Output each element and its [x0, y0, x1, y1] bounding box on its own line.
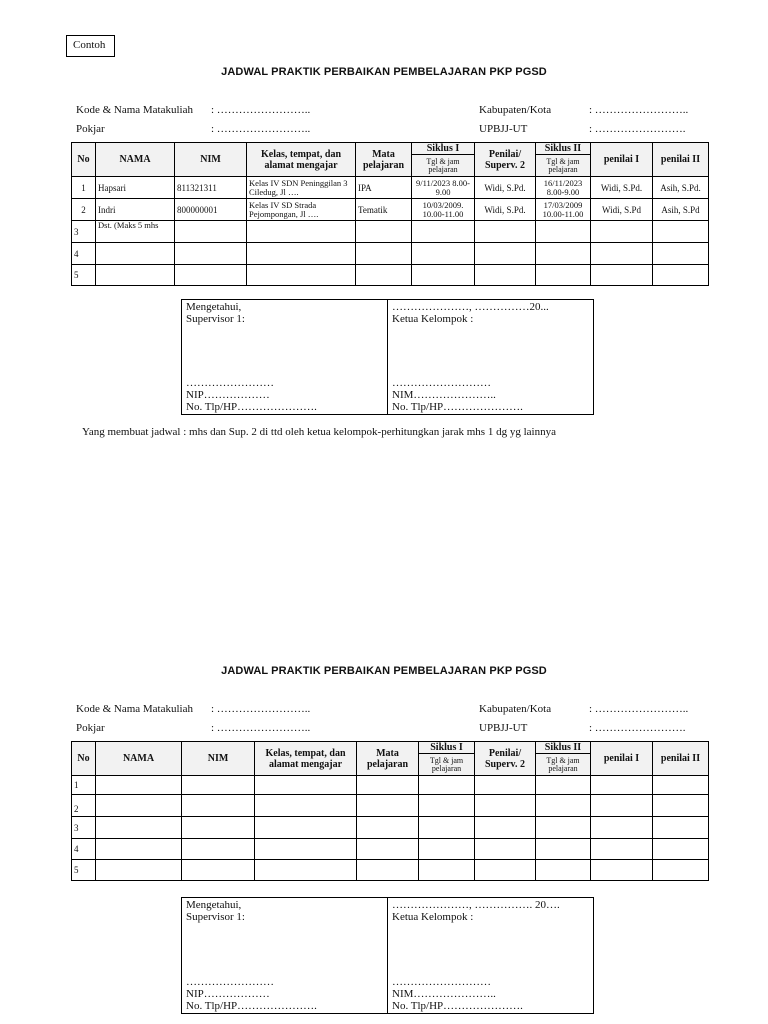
date-line: …………………, ……………20...: [392, 301, 549, 313]
cell-kelas: Kelas IV SDN Peninggilan 3 Ciledug, Jl ….: [247, 177, 356, 199]
table-row: [72, 177, 709, 199]
ketua-signature-line: ………………………: [392, 377, 491, 389]
table-row: [72, 795, 709, 817]
kode-label: Kode & Nama Matakuliah: [76, 703, 193, 715]
header-mata: Mata pelajaran: [357, 742, 419, 776]
contoh-label: Contoh: [66, 35, 115, 57]
date-line: …………………, ……………. 20….: [392, 899, 560, 911]
header-penilai-i: penilai I: [591, 742, 653, 776]
cell-nim: 811321311: [175, 177, 247, 199]
signature-ketua: [387, 898, 593, 1013]
kabupaten-label: Kabupaten/Kota: [479, 703, 552, 715]
cell-penilai-2: Asih, S.Pd: [653, 199, 709, 221]
header-siklus-2: Siklus II: [536, 742, 591, 754]
pokjar-label: Pokjar: [76, 722, 105, 734]
cell-no: 1: [72, 776, 96, 795]
ketua-signature-line: ………………………: [392, 976, 491, 988]
header-siklus-2: Siklus II: [536, 143, 591, 155]
cell-no: 3: [72, 221, 96, 243]
header-siklus-1-sub: Tgl & jam pelajaran: [412, 155, 475, 177]
cell-siklus-1: 10/03/2009. 10.00-11.00: [412, 199, 475, 221]
cell-superv2: Widi, S.Pd.: [475, 177, 536, 199]
table-row: [72, 839, 709, 860]
cell-siklus-2: 16/11/2023 8.00-9.00: [536, 177, 591, 199]
header-siklus-2-sub: Tgl & jam pelajaran: [536, 155, 591, 177]
header-siklus-1: Siklus I: [412, 143, 475, 155]
header-siklus-1: Siklus I: [419, 742, 475, 754]
header-penilai-ii: penilai II: [653, 143, 709, 177]
signature-supervisor: [182, 898, 387, 1013]
table-row: [72, 221, 709, 243]
header-nama: NAMA: [96, 742, 182, 776]
header-nim: NIM: [175, 143, 247, 177]
header-no: No: [72, 143, 96, 177]
cell-penilai-2: Asih, S.Pd.: [653, 177, 709, 199]
cell-no: 3: [72, 817, 96, 839]
cell-no: 4: [72, 839, 96, 860]
cell-siklus-2: 17/03/2009 10.00-11.00: [536, 199, 591, 221]
cell-nama: Dst. (Maks 5 mhs: [96, 221, 175, 243]
table-row: [72, 199, 709, 221]
signature-ketua: [387, 300, 593, 414]
supervisor-signature-line: ……………………: [186, 976, 274, 988]
mengetahui-label: Mengetahui,: [186, 899, 242, 911]
upbjj-value: : …………………….: [589, 123, 686, 135]
cell-mata: IPA: [356, 177, 412, 199]
cell-no: 5: [72, 860, 96, 881]
ketua-label: Ketua Kelompok :: [392, 911, 474, 923]
header-mata: Mata pelajaran: [356, 143, 412, 177]
cell-kelas: Kelas IV SD Strada Pejompongan, Jl ….: [247, 199, 356, 221]
mengetahui-label: Mengetahui,: [186, 301, 242, 313]
upbjj-label: UPBJJ-UT: [479, 123, 528, 135]
kabupaten-label: Kabupaten/Kota: [479, 104, 552, 116]
schedule-table-2: [71, 741, 709, 881]
supervisor-nip: NIP………………: [186, 988, 270, 1000]
pokjar-label: Pokjar: [76, 123, 105, 135]
cell-nama: Indri: [96, 199, 175, 221]
pokjar-value: : ……………………..: [211, 722, 311, 734]
pokjar-value: : ……………………..: [211, 123, 311, 135]
ketua-nim: NIM…………………..: [392, 988, 496, 1000]
cell-no: 5: [72, 265, 96, 286]
signature-supervisor: [182, 300, 387, 414]
kode-label: Kode & Nama Matakuliah: [76, 104, 193, 116]
cell-penilai-1: Widi, S.Pd: [591, 199, 653, 221]
page-title-2: JADWAL PRAKTIK PERBAIKAN PEMBELAJARAN PKP PGSD: [221, 665, 547, 677]
table-row: [72, 817, 709, 839]
ketua-label: Ketua Kelompok :: [392, 313, 474, 325]
note-text: Yang membuat jadwal : mhs dan Sup. 2 di ttd oleh ketua kelompok-perhitungkan jarak mhs 1 dg yg lainnya: [82, 426, 556, 438]
kode-value: : ……………………..: [211, 104, 311, 116]
header-kelas: Kelas, tempat, dan alamat mengajar: [255, 742, 357, 776]
supervisor-phone: No. Tlp/HP………………….: [186, 1000, 317, 1012]
supervisor-label: Supervisor 1:: [186, 313, 245, 325]
ketua-phone: No. Tlp/HP………………….: [392, 1000, 523, 1012]
header-penilai-superv2: Penilai/ Superv. 2: [475, 143, 536, 177]
supervisor-signature-line: ……………………: [186, 377, 274, 389]
supervisor-label: Supervisor 1:: [186, 911, 245, 923]
cell-no: 2: [72, 795, 96, 817]
supervisor-phone: No. Tlp/HP………………….: [186, 401, 317, 413]
cell-no: 4: [72, 243, 96, 265]
ketua-nim: NIM…………………..: [392, 389, 496, 401]
header-penilai-superv2: Penilai/ Superv. 2: [475, 742, 536, 776]
cell-nim: 800000001: [175, 199, 247, 221]
cell-penilai-1: Widi, S.Pd.: [591, 177, 653, 199]
header-siklus-1-sub: Tgl & jam pelajaran: [419, 754, 475, 776]
cell-siklus-1: 9/11/2023 8.00-9.00: [412, 177, 475, 199]
table-row: [72, 243, 709, 265]
header-no: No: [72, 742, 96, 776]
signature-box-1: [181, 299, 594, 415]
kabupaten-value: : ……………………..: [589, 703, 689, 715]
header-penilai-i: penilai I: [591, 143, 653, 177]
cell-no: 2: [72, 199, 96, 221]
header-nama: NAMA: [96, 143, 175, 177]
kode-value: : ……………………..: [211, 703, 311, 715]
header-penilai-ii: penilai II: [653, 742, 709, 776]
cell-mata: Tematik: [356, 199, 412, 221]
table-row: [72, 265, 709, 286]
signature-box-2: [181, 897, 594, 1014]
kabupaten-value: : ……………………..: [589, 104, 689, 116]
header-siklus-2-sub: Tgl & jam pelajaran: [536, 754, 591, 776]
header-kelas: Kelas, tempat, dan alamat mengajar: [247, 143, 356, 177]
supervisor-nip: NIP………………: [186, 389, 270, 401]
table-row: [72, 860, 709, 881]
ketua-phone: No. Tlp/HP………………….: [392, 401, 523, 413]
cell-superv2: Widi, S.Pd.: [475, 199, 536, 221]
cell-no: 1: [72, 177, 96, 199]
cell-nama: Hapsari: [96, 177, 175, 199]
upbjj-value: : …………………….: [589, 722, 686, 734]
table-row: [72, 776, 709, 795]
header-nim: NIM: [182, 742, 255, 776]
upbjj-label: UPBJJ-UT: [479, 722, 528, 734]
schedule-table-1: [71, 142, 709, 286]
page-title-1: JADWAL PRAKTIK PERBAIKAN PEMBELAJARAN PKP PGSD: [221, 66, 547, 78]
